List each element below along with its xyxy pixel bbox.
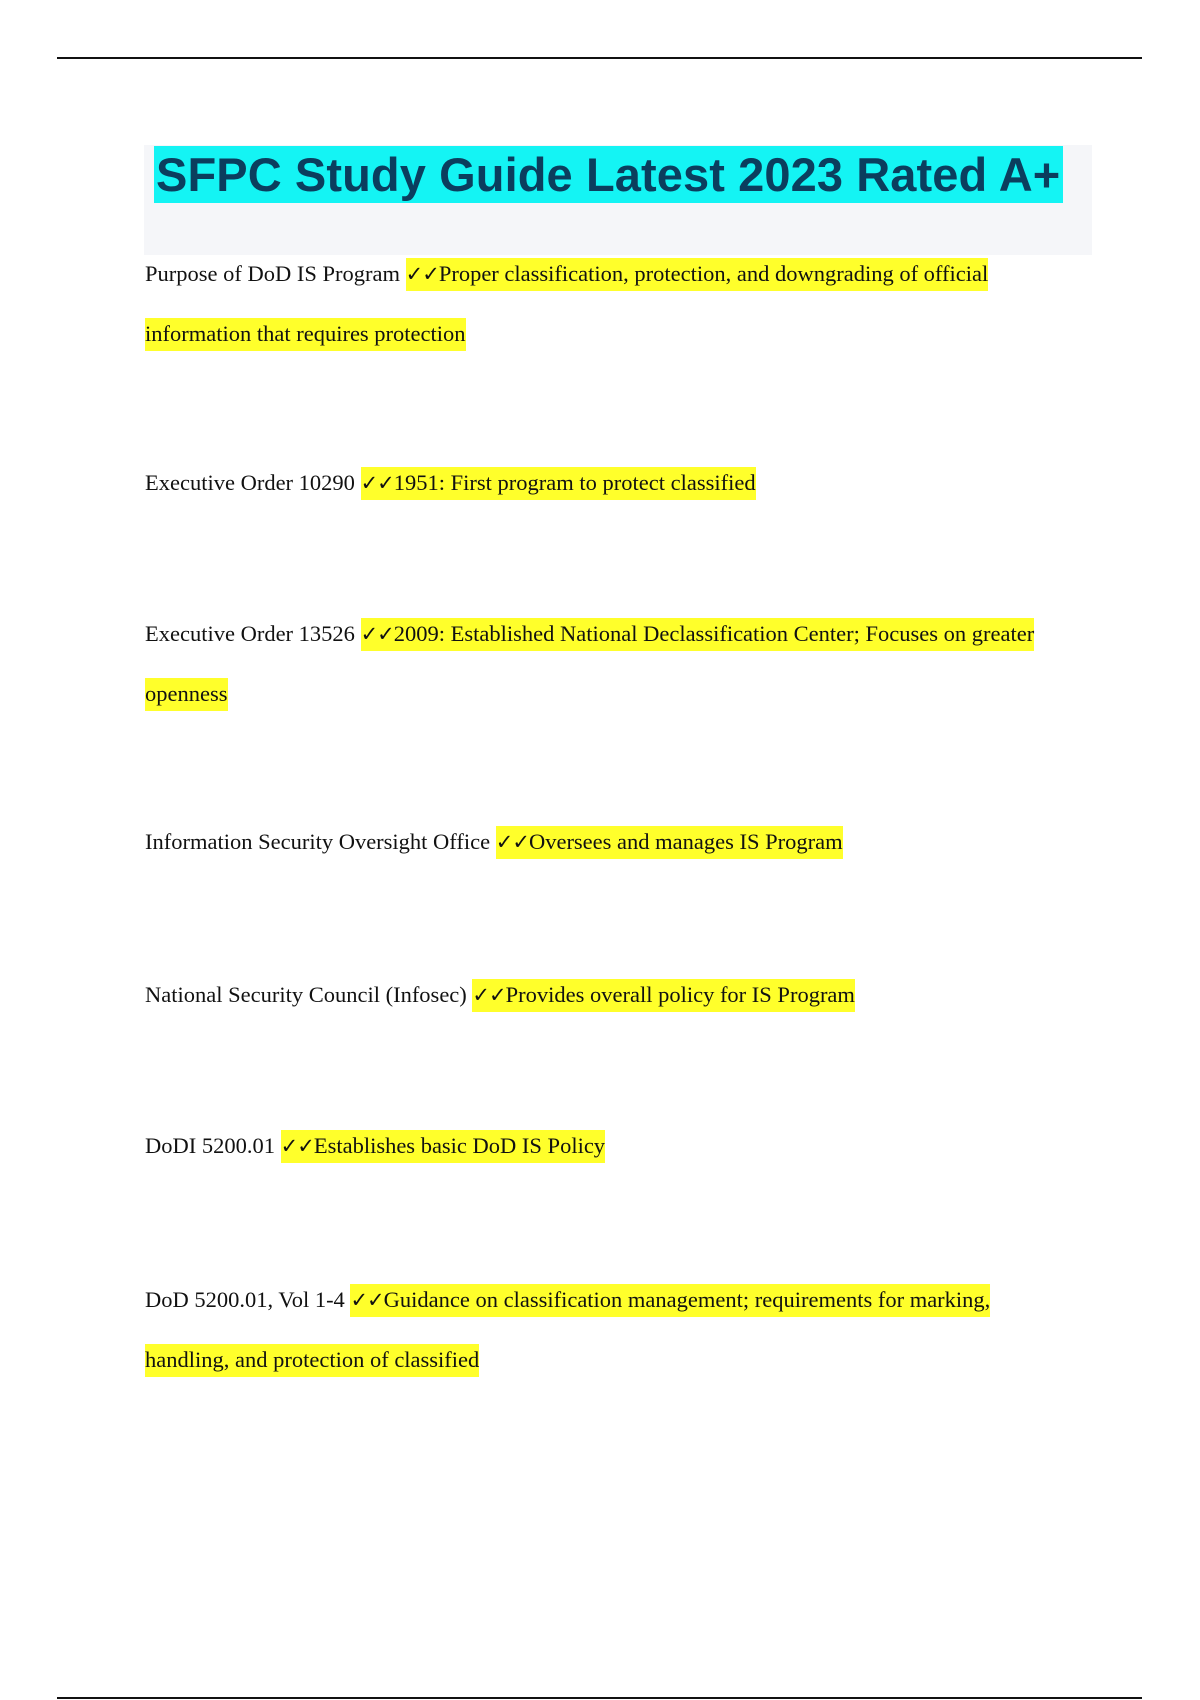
check-mark-icon: ✓✓	[405, 262, 439, 286]
entry-term: DoD 5200.01, Vol 1-4	[145, 1287, 345, 1312]
page-title: SFPC Study Guide Latest 2023 Rated A+	[154, 146, 1063, 203]
entry-term: Purpose of DoD IS Program	[145, 261, 400, 286]
entry-answer-highlight	[281, 1130, 605, 1163]
list-item	[145, 1270, 1075, 1390]
header-rule	[57, 57, 1142, 59]
list-item	[145, 812, 1075, 872]
entry-definition: Proper classification, protection, and downgrading of official information that requires protection	[145, 261, 989, 346]
check-mark-icon: ✓✓	[280, 1134, 314, 1158]
entry-term: Information Security Oversight Office	[145, 829, 491, 854]
list-item	[145, 244, 1075, 364]
entry-definition: Oversees and manages IS Program	[528, 829, 843, 854]
entry-term: Executive Order 13526	[145, 621, 355, 646]
check-mark-icon: ✓✓	[350, 1288, 384, 1312]
entry-answer-highlight	[496, 826, 843, 859]
footer-rule	[57, 1697, 1142, 1699]
check-mark-icon: ✓✓	[360, 622, 394, 646]
entry-definition: Provides overall policy for IS Program	[505, 982, 855, 1007]
entry-definition: 1951: First program to protect classified	[393, 470, 756, 495]
entry-answer-highlight	[472, 979, 855, 1012]
entry-definition: Guidance on classification management; requirements for marking, handling, and protection of classified	[145, 1287, 991, 1372]
list-item	[145, 965, 1075, 1025]
list-item	[145, 604, 1075, 724]
entry-term: National Security Council (Infosec)	[145, 982, 467, 1007]
check-mark-icon: ✓✓	[472, 983, 506, 1007]
list-item	[145, 1116, 1075, 1176]
entry-definition: 2009: Established National Declassification Center; Focuses on greater openness	[145, 621, 1035, 706]
entry-term: DoDI 5200.01	[145, 1133, 275, 1158]
check-mark-icon: ✓✓	[360, 471, 394, 495]
check-mark-icon: ✓✓	[495, 830, 529, 854]
list-item	[145, 453, 1075, 513]
entry-term: Executive Order 10290	[145, 470, 355, 495]
entry-definition: Establishes basic DoD IS Policy	[313, 1133, 606, 1158]
entry-answer-highlight	[361, 467, 756, 500]
